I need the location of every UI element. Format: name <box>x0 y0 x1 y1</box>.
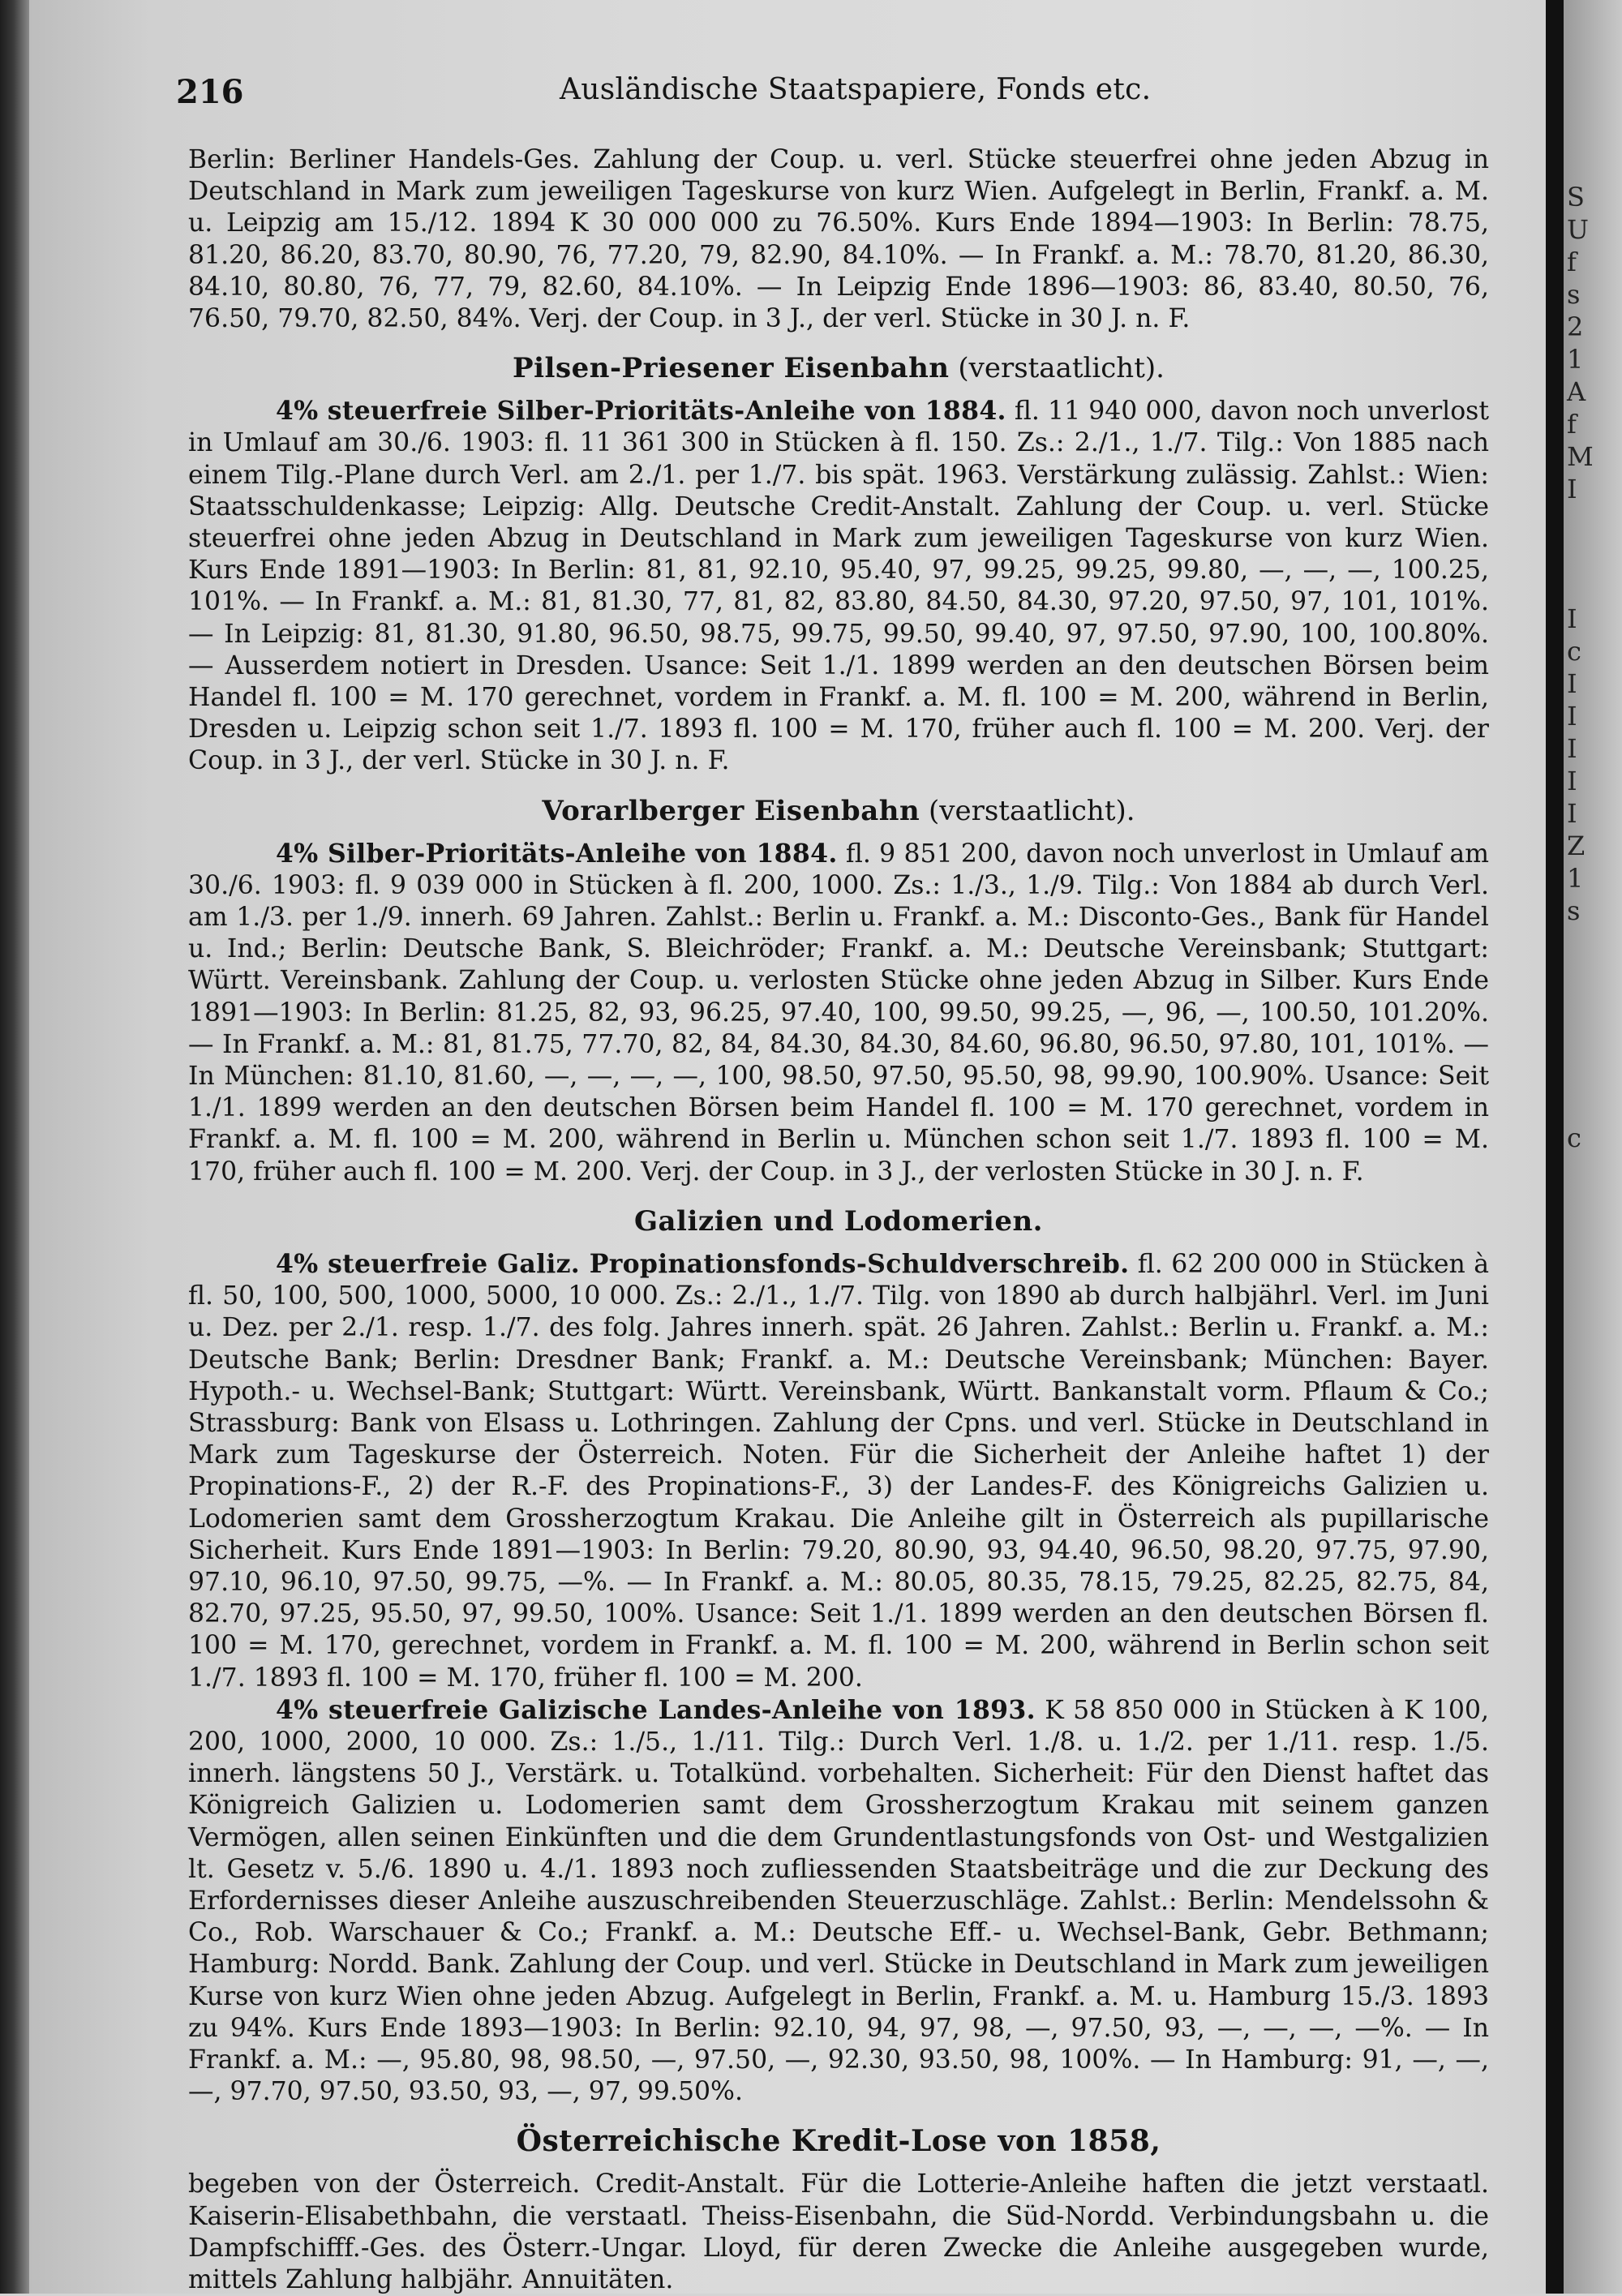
adjacent-fragment: I <box>1567 733 1577 764</box>
adjacent-fragment: 2 <box>1567 311 1584 342</box>
adjacent-fragment: S <box>1567 182 1585 212</box>
adjacent-fragment: A <box>1567 376 1586 407</box>
adjacent-fragment: 1 <box>1567 344 1584 375</box>
scan-left-border <box>0 0 29 2294</box>
adjacent-fragment: c <box>1567 636 1581 667</box>
loan-entry <box>188 1694 1489 2109</box>
section-note: (verstaatlicht). <box>928 794 1135 827</box>
loan-title: 4% steuerfreie Silber-Prioritäts-Anleihe von 1884. <box>276 396 1006 427</box>
loan-details: fl. 11 940 000, davon noch unverlost in Umlauf am 30./6. 1903: fl. 11 361 300 in Stücken à fl. 150. Zs.: 2./1., 1./7. Tilg.: Von 1885 nach einem Tilg.-Plane durch Verl. am 2./1. per 1./7. bis spät. 1963. Verstärkung zulässig. Zahlst.: Wien: Staatsschuldenkasse; Leipzig: Allg. Deutsche Credit-Anstalt. Zahlung der Coup. u. verl. Stücke steuerfrei ohne jeden Abzug in Deutschland in Mark zum jeweiligen Tageskurse von kurz Wien. Kurs Ende 1891—1903: In Berlin: 81, 81, 92.10, 95.40, 97, 99.25, 99.25, 99.80, —, —, —, 100.25, 101%. — In Frankf. a. M.: 81, 81.30, 77, 81, 82, 83.80, 84.50, 84.30, 97.20, 97.50, 97, 101, 101%. — In Leipzig: 81, 81.30, 91.80, 96.50, 98.75, 99.75, 99.50, 99.40, 97, 97.50, 97.90, 100, 100.80%. — Ausserdem notiert in Dresden. Usance: Seit 1./1. 1899 werden an den deutschen Börsen beim Handel fl. 100 = M. 170 gerechnet, vordem in Frankf. a. M. fl. 100 = M. 200, während in Berlin, Dresden u. Leipzig schon seit 1./7. 1893 fl. 100 = M. 170, früher auch fl. 100 = M. 200. Verj. der Coup. in 3 J., der verl. Stücke in 30 J. n. F. <box>188 397 1489 776</box>
adjacent-fragment: s <box>1567 895 1581 926</box>
adjacent-fragment: I <box>1567 766 1577 796</box>
adjacent-page-edge <box>1564 0 1622 2294</box>
adjacent-fragment: f <box>1567 409 1577 440</box>
section-paragraph: begeben von der Österreich. Credit-Anstalt. Für die Lotterie-Anleihe haften die jetzt verstaatl. Kaiserin-Elisabethbahn, die verstaatl. Theiss-Eisenbahn, die Süd-Nordd. Verbindungsbahn u. die Dampfschifff.-Ges. des Österr.-Ungar. Lloyd, für deren Zwecke die Anleihe ausgegeben wurde, mittels Zahlung halbjähr. Annuitäten. <box>188 2169 1489 2294</box>
adjacent-fragment: I <box>1567 668 1577 699</box>
section-note: (verstaatlicht). <box>958 352 1165 385</box>
adjacent-fragment: f <box>1567 247 1577 277</box>
section-heading-kredit-lose <box>188 2124 1489 2159</box>
loan-details: fl. 9 851 200, davon noch unverlost in Umlauf am 30./6. 1903: fl. 9 039 000 in Stücken à fl. 200, 1000. Zs.: 1./3., 1./9. Tilg.: Von 1884 ab durch Verl. am 1./3. per 1./9. innerh. 69 Jahren. Zahlst.: Berlin u. Frankf. a. M.: Disconto-Ges., Bank für Handel u. Ind.; Berlin: Deutsche Bank, S. Bleichröder; Frankf. a. M.: Deutsche Vereinsbank; Stuttgart: Württ. Vereinsbank. Zahlung der Coup. u. verlosten Stücke ohne jeden Abzug in Silber. Kurs Ende 1891—1903: In Berlin: 81.25, 82, 93, 96.25, 97.40, 100, 99.50, 99.25, —, 96, —, 100.50, 101.20%. — In Frankf. a. M.: 81, 81.75, 77.70, 82, 84, 84.30, 84.30, 84.60, 96.80, 96.50, 97.80, 101, 101%. — In München: 81.10, 81.60, —, —, —, —, 100, 98.50, 97.50, 95.50, 98, 99.90, 100.90%. Usance: Seit 1./1. 1899 werden an den deutschen Börsen beim Handel fl. 100 = M. 170 gerechnet, vordem in Frankf. a. M. fl. 100 = M. 200, während in Berlin u. München schon seit 1./7. 1893 fl. 100 = M. 170, früher auch fl. 100 = M. 200. Verj. der Coup. in 3 J., der verlosten Stücke in 30 J. n. F. <box>188 839 1490 1187</box>
loan-details: K 58 850 000 in Stücken à K 100, 200, 1000, 2000, 10 000. Zs.: 1./5., 1./11. Tilg.: Durch Verl. 1./8. u. 1./2. per 1./11. resp. 1./5. innerh. längstens 50 J., Verstärk. u. Totalkünd. vorbehalten. Sicherheit: Für den Dienst haftet das Königreich Galizien u. Lodomerien samt dem Grossherzogtum Krakau mit seinem ganzen Vermögen, allen seinen Einkünften und die dem Grundentlastungsfonds von Ost- und Westgalizien lt. Gesetz v. 5./6. 1890 u. 4./1. 1893 noch zufliessenden Staatsbeiträge und die zur Deckung des Erfordernisses dieser Anleihe auszuschreibenden Steuerzuschläge. Zahlst.: Berlin: Mendelssohn & Co., Rob. Warschauer & Co.; Frankf. a. M.: Deutsche Eff.- u. Wechsel-Bank, Gebr. Bethmann; Hamburg: Nordd. Bank. Zahlung der Coup. und verl. Stücke in Deutschland in Mark zum jeweiligen Kurse von kurz Wien ohne jeden Abzug. Aufgelegt in Berlin, Frankf. a. M. u. Hamburg 15./3. 1893 zu 94%. Kurs Ende 1893—1903: In Berlin: 92.10, 94, 97, 98, —, 97.50, 93, —, —, —, —%. — In Frankf. a. M.: —, 95.80, 98, 98.50, —, 97.50, —, 92.30, 93.50, 98, 100%. — In Hamburg: 91, —, —, —, 97.70, 97.50, 93.50, 93, —, 97, 99.50%. <box>188 1695 1490 2107</box>
section-heading-vorarlberger <box>188 794 1489 828</box>
section-title: Österreichische Kredit-Lose von 1858, <box>516 2124 1161 2159</box>
loan-title: 4% steuerfreie Galiz. Propinationsfonds-Schuldverschreib. <box>276 1248 1130 1279</box>
page-content <box>188 144 1489 2296</box>
loan-entry <box>188 395 1489 777</box>
section-heading-galizien <box>188 1204 1489 1238</box>
adjacent-fragment: M <box>1567 441 1594 472</box>
adjacent-fragment: I <box>1567 798 1577 829</box>
loan-entry <box>188 1248 1489 1694</box>
section-title: Pilsen-Priesener Eisenbahn <box>513 352 950 385</box>
book-gutter <box>1546 0 1564 2294</box>
section-heading-pilsen <box>188 351 1489 385</box>
page-number: 216 <box>176 73 244 111</box>
adjacent-fragment: I <box>1567 603 1577 634</box>
loan-entry <box>188 838 1489 1188</box>
loan-title: 4% steuerfreie Galizische Landes-Anleihe von 1893. <box>276 1694 1036 1725</box>
adjacent-fragment: 1 <box>1567 863 1584 894</box>
loan-title: 4% Silber-Prioritäts-Anleihe von 1884. <box>276 838 838 869</box>
adjacent-fragment: I <box>1567 701 1577 732</box>
adjacent-fragment: U <box>1567 214 1589 245</box>
adjacent-fragment: s <box>1567 279 1581 310</box>
adjacent-fragment: Z <box>1567 830 1586 861</box>
adjacent-fragment: c <box>1567 1122 1581 1153</box>
section-title: Vorarlberger Eisenbahn <box>542 794 920 827</box>
intro-paragraph: Berlin: Berliner Handels-Ges. Zahlung der Coup. u. verl. Stücke steuerfrei ohne jeden Abzug in Deutschland in Mark zum jeweiligen Tageskurse von kurz Wien. Aufgelegt in Berlin, Frankf. a. M. u. Leipzig am 15./12. 1894 K 30 000 000 zu 76.50%. Kurs Ende 1894—1903: In Berlin: 78.75, 81.20, 86.20, 83.70, 80.90, 76, 77.20, 79, 82.90, 84.10%. — In Frankf. a. M.: 78.70, 81.20, 86.30, 84.10, 80.80, 76, 77, 79, 82.60, 84.10%. — In Leipzig Ende 1896—1903: 86, 83.40, 80.50, 76, 76.50, 79.70, 82.50, 84%. Verj. der Coup. in 3 J., der verl. Stücke in 30 J. n. F. <box>188 145 1489 334</box>
adjacent-fragment: I <box>1567 474 1577 504</box>
loan-details: fl. 62 200 000 in Stücken à fl. 50, 100, 500, 1000, 5000, 10 000. Zs.: 2./1., 1./7. Tilg. von 1890 ab durch halbjährl. Verl. im Juni u. Dez. per 2./1. resp. 1./7. des folg. Jahres innerh. spät. 26 Jahren. Zahlst.: Berlin u. Frankf. a. M.: Deutsche Bank; Berlin: Dresdner Bank; Frankf. a. M.: Deutsche Vereinsbank; München: Bayer. Hypoth.- u. Wechsel-Bank; Stuttgart: Württ. Vereinsbank, Württ. Bankanstalt vorm. Pflaum & Co.; Strassburg: Bank von Elsass u. Lothringen. Zahlung der Cpns. und verl. Stücke in Deutschland in Mark zum Tageskurse der Österreich. Noten. Für die Sicherheit der Anleihe haftet 1) der Propinations-F., 2) der R.-F. des Propinations-F., 3) der Landes-F. des Königreichs Galizien u. Lodomerien samt dem Grossherzogtum Krakau. Die Anleihe gilt in Österreich als pupillarische Sicherheit. Kurs Ende 1891—1903: In Berlin: 79.20, 80.90, 93, 94.40, 96.50, 98.20, 97.75, 97.90, 97.10, 96.10, 97.50, 99.75, —%. — In Frankf. a. M.: 80.05, 80.35, 78.15, 79.25, 82.25, 82.75, 84, 82.70, 97.25, 95.50, 97, 99.50, 100%. Usance: Seit 1./1. 1899 werden an den deutschen Börsen fl. 100 = M. 170, gerechnet, vordem in Frankf. a. M. fl. 100 = M. 200, während in Berlin schon seit 1./7. 1893 fl. 100 = M. 170, früher fl. 100 = M. 200. <box>188 1249 1490 1693</box>
section-title: Galizien und Lodomerien. <box>633 1204 1044 1238</box>
running-title: Ausländische Staatspapiere, Fonds etc. <box>560 73 1152 106</box>
